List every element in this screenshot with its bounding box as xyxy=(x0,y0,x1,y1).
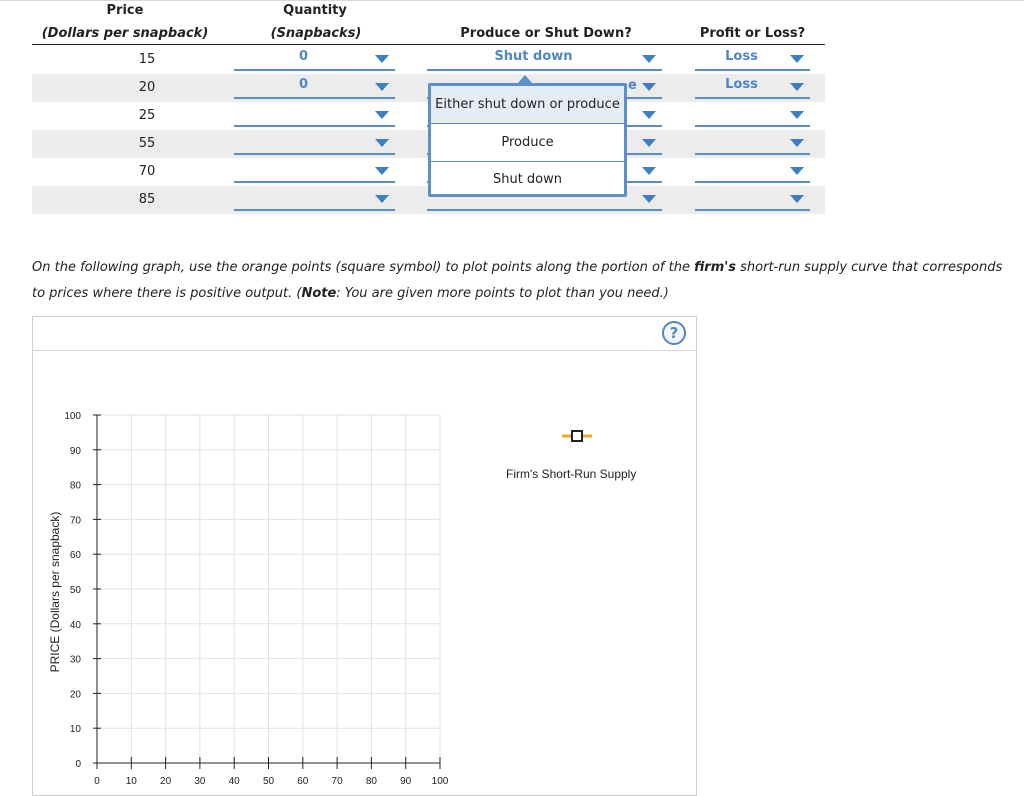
y-tick-label: 80 xyxy=(69,480,81,492)
y-tick-label: 20 xyxy=(69,689,81,701)
profit-value: Loss xyxy=(725,77,758,92)
help-icon[interactable]: ? xyxy=(662,321,686,345)
price-cell: 25 xyxy=(138,108,156,123)
price-cell: 20 xyxy=(138,80,156,95)
price-cell: 85 xyxy=(138,192,156,207)
x-tick-label: 0 xyxy=(94,776,100,787)
y-tick-label: 0 xyxy=(75,759,81,770)
instruction-bold: firm's xyxy=(694,260,736,275)
quantity-header-sub: (Snapbacks) xyxy=(270,26,362,41)
orange-square-icon xyxy=(572,431,582,441)
y-tick-label: 10 xyxy=(69,724,81,736)
x-tick-label: 90 xyxy=(400,776,412,787)
instruction-bold: Note xyxy=(301,286,337,301)
option-either[interactable]: Either shut down or produce xyxy=(431,86,624,123)
y-tick-label: 40 xyxy=(69,619,81,631)
price-cell: 70 xyxy=(138,164,156,179)
decision-value: Shut down xyxy=(494,49,573,64)
y-axis-label: PRICE (Dollars per snapback) xyxy=(48,511,62,673)
y-tick-label: 50 xyxy=(69,585,81,596)
option-produce[interactable]: Produce xyxy=(501,135,554,150)
orange-square-point-tool[interactable] xyxy=(562,429,592,443)
x-tick-label: 10 xyxy=(125,776,137,787)
x-tick-label: 40 xyxy=(228,776,240,787)
y-tick-label: 100 xyxy=(64,411,81,422)
price-cell: 15 xyxy=(138,52,156,67)
y-tick-label: 70 xyxy=(69,515,81,527)
quantity-value: 0 xyxy=(298,49,309,64)
legend-label: Firm's Short-Run Supply xyxy=(506,467,637,481)
x-tick-label: 70 xyxy=(331,776,343,787)
partial-value-char: e xyxy=(628,78,637,93)
x-tick-label: 80 xyxy=(365,776,377,787)
y-tick-label: 60 xyxy=(69,550,81,562)
instruction-part: : You are given more points to plot than you need.) xyxy=(336,286,669,301)
profit-value: Loss xyxy=(725,49,758,64)
profit-header: Profit or Loss? xyxy=(699,26,806,41)
quantity-header-title: Quantity xyxy=(283,3,347,18)
price-cell: 55 xyxy=(138,136,156,151)
y-tick-label: 90 xyxy=(69,445,81,457)
price-header-title: Price xyxy=(106,3,144,18)
produce-header: Produce or Shut Down? xyxy=(460,26,632,41)
quantity-value: 0 xyxy=(298,77,309,92)
option-shut-down[interactable]: Shut down xyxy=(492,172,563,187)
instruction-part: short-run supply curve that corresponds to prices where there is positive output. ( xyxy=(32,260,1003,301)
price-header-sub: (Dollars per snapback) xyxy=(41,26,209,41)
x-tick-label: 20 xyxy=(160,776,172,787)
y-tick-label: 30 xyxy=(69,654,81,666)
x-tick-label: 30 xyxy=(194,776,206,787)
x-tick-label: 50 xyxy=(262,776,275,787)
x-tick-label: 100 xyxy=(431,776,449,787)
x-tick-label: 60 xyxy=(297,776,309,787)
instruction-part: On the following graph, use the orange points (square symbol) to plot points along the portion of the xyxy=(32,260,695,275)
